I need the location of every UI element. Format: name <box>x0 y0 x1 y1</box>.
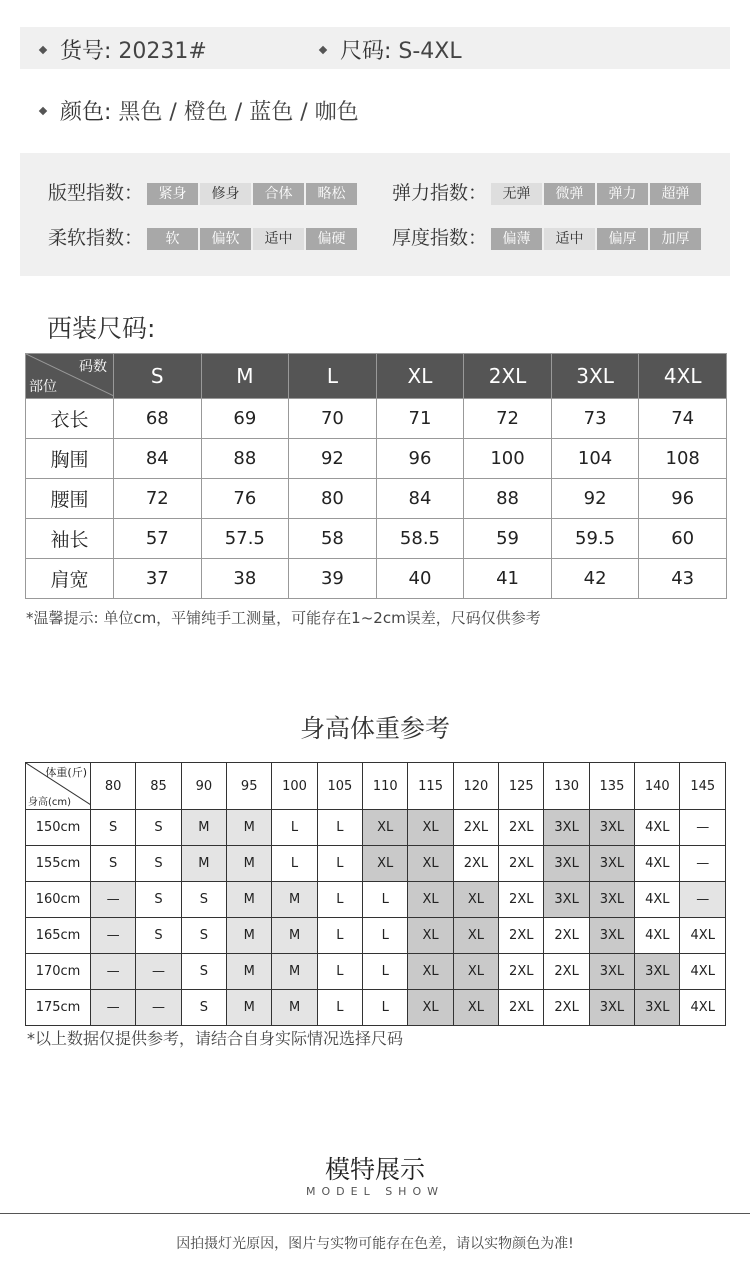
size-cell: S <box>136 918 181 954</box>
size-cell: S <box>181 990 226 1026</box>
index-option: 偏厚 <box>597 228 648 250</box>
weight-header: 130 <box>544 763 589 810</box>
size-cell: — <box>91 990 136 1026</box>
size-cell: M <box>181 846 226 882</box>
size-cell: 3XL <box>635 990 680 1026</box>
size-cell: — <box>680 810 726 846</box>
table-cell: 41 <box>464 559 552 599</box>
size-cell: M <box>227 918 272 954</box>
corner-label-part: 部位 <box>29 379 57 395</box>
height-label: 175cm <box>26 990 91 1026</box>
size-cell: — <box>91 918 136 954</box>
weight-header: 125 <box>499 763 544 810</box>
weight-header: 145 <box>680 763 726 810</box>
table-cell: 72 <box>464 399 552 439</box>
size-cell: XL <box>453 990 498 1026</box>
index-option-selected: 适中 <box>544 228 595 250</box>
row-label: 衣长 <box>26 399 114 439</box>
size-cell: 2XL <box>499 810 544 846</box>
table-row <box>26 519 727 559</box>
weight-header: 85 <box>136 763 181 810</box>
weight-header: 95 <box>227 763 272 810</box>
size-cell: 3XL <box>635 954 680 990</box>
size-cell: — <box>136 990 181 1026</box>
row-label: 腰围 <box>26 479 114 519</box>
weight-header: 135 <box>589 763 634 810</box>
size-cell: L <box>317 810 362 846</box>
bullet-icon <box>39 46 47 54</box>
weight-header: 120 <box>453 763 498 810</box>
row-label: 袖长 <box>26 519 114 559</box>
size-cell: 2XL <box>544 990 589 1026</box>
size-cell: 4XL <box>635 918 680 954</box>
height-weight-table <box>25 762 726 1026</box>
measurement-note: *温馨提示: 单位cm，平铺纯手工测量，可能存在1~2cm误差，尺码仅供参考 <box>26 609 541 627</box>
size-cell: 3XL <box>589 846 634 882</box>
size-cell: 2XL <box>544 918 589 954</box>
table-row <box>26 399 727 439</box>
elastic-index-options <box>491 183 701 205</box>
size-cell: L <box>317 918 362 954</box>
elastic-index: 弹力指数： 无弹 微弹 弹力 超弹 <box>392 178 701 205</box>
index-option: 偏软 <box>200 228 251 250</box>
table-cell: 104 <box>551 439 639 479</box>
table-row <box>26 990 726 1026</box>
size-cell: M <box>272 954 317 990</box>
corner-label-height: 身高(cm) <box>28 797 72 808</box>
index-option-selected: 无弹 <box>491 183 542 205</box>
weight-header: 105 <box>317 763 362 810</box>
table-corner <box>26 354 114 399</box>
size-cell: 4XL <box>635 882 680 918</box>
table-cell: 74 <box>639 399 727 439</box>
table-row <box>26 479 727 519</box>
size-cell: 3XL <box>589 810 634 846</box>
table-cell: 58 <box>289 519 377 559</box>
size-cell: 2XL <box>499 846 544 882</box>
height-label: 165cm <box>26 918 91 954</box>
size-header: M <box>201 354 289 399</box>
size-cell: — <box>136 954 181 990</box>
size-cell: — <box>91 882 136 918</box>
size-cell: M <box>227 810 272 846</box>
size-cell: XL <box>453 954 498 990</box>
size-cell: L <box>363 954 408 990</box>
size-cell: XL <box>408 990 453 1026</box>
table-cell: 57 <box>114 519 202 559</box>
index-option: 合体 <box>253 183 304 205</box>
table-cell: 80 <box>289 479 377 519</box>
table-cell: 108 <box>639 439 727 479</box>
size-cell: XL <box>408 918 453 954</box>
size-cell: 3XL <box>589 990 634 1026</box>
table-row <box>26 439 727 479</box>
size-cell: XL <box>408 954 453 990</box>
row-label: 肩宽 <box>26 559 114 599</box>
size-header: XL <box>376 354 464 399</box>
weight-header: 140 <box>635 763 680 810</box>
size-cell: XL <box>453 882 498 918</box>
index-option: 紧身 <box>147 183 198 205</box>
size-cell: XL <box>453 918 498 954</box>
model-show-title: 模特展示 <box>324 1155 425 1184</box>
table-cell: 59 <box>464 519 552 559</box>
table-cell: 43 <box>639 559 727 599</box>
index-option: 偏薄 <box>491 228 542 250</box>
table-cell: 96 <box>639 479 727 519</box>
height-label: 160cm <box>26 882 91 918</box>
fit-index-options <box>147 183 357 205</box>
table-cell: 68 <box>114 399 202 439</box>
table-row <box>26 810 726 846</box>
table-row <box>26 559 727 599</box>
table-cell: 60 <box>639 519 727 559</box>
table-cell: 84 <box>376 479 464 519</box>
size-cell: S <box>181 882 226 918</box>
suit-size-table <box>25 353 727 599</box>
thick-index-options <box>491 228 701 250</box>
size-cell: L <box>317 990 362 1026</box>
weight-header: 80 <box>91 763 136 810</box>
size-cell: M <box>227 954 272 990</box>
size-cell: 2XL <box>453 846 498 882</box>
size-cell: — <box>91 954 136 990</box>
height-weight-title: 身高体重参考 <box>299 714 450 743</box>
size-cell: 2XL <box>499 882 544 918</box>
size-cell: 3XL <box>544 882 589 918</box>
divider <box>0 1213 750 1214</box>
table-cell: 59.5 <box>551 519 639 559</box>
model-show-subtitle: MODEL SHOW <box>306 1185 444 1198</box>
size-cell: L <box>363 918 408 954</box>
table-cell: 88 <box>464 479 552 519</box>
soft-index-options <box>147 228 357 250</box>
size-cell: S <box>181 918 226 954</box>
table-row <box>26 882 726 918</box>
table-cell: 38 <box>201 559 289 599</box>
size-cell: L <box>272 846 317 882</box>
index-option-selected: 修身 <box>200 183 251 205</box>
table-corner <box>26 763 91 810</box>
size-cell: 4XL <box>635 846 680 882</box>
table-cell: 96 <box>376 439 464 479</box>
index-option: 软 <box>147 228 198 250</box>
size-cell: M <box>227 990 272 1026</box>
size-cell: L <box>317 846 362 882</box>
index-option: 加厚 <box>650 228 701 250</box>
table-cell: 73 <box>551 399 639 439</box>
table-cell: 71 <box>376 399 464 439</box>
size-cell: L <box>317 882 362 918</box>
reference-note: *以上数据仅提供参考，请结合自身实际情况选择尺码 <box>27 1029 404 1048</box>
size-cell: S <box>91 846 136 882</box>
size-cell: M <box>272 918 317 954</box>
size-cell: L <box>317 954 362 990</box>
thick-index: 厚度指数： 偏薄 适中 偏厚 加厚 <box>392 223 701 250</box>
table-cell: 42 <box>551 559 639 599</box>
size-cell: 2XL <box>499 954 544 990</box>
size-cell: 2XL <box>544 954 589 990</box>
height-label: 155cm <box>26 846 91 882</box>
color-disclaimer: 因拍摄灯光原因，图片与实物可能存在色差，请以实物颜色为准! <box>176 1236 574 1252</box>
table-cell: 37 <box>114 559 202 599</box>
table-cell: 58.5 <box>376 519 464 559</box>
size-range: 尺码: S-4XL <box>320 34 462 65</box>
size-cell: — <box>680 882 726 918</box>
size-cell: S <box>136 810 181 846</box>
size-cell: 3XL <box>589 954 634 990</box>
size-cell: L <box>363 882 408 918</box>
size-cell: 2XL <box>453 810 498 846</box>
index-option: 微弹 <box>544 183 595 205</box>
table-cell: 92 <box>289 439 377 479</box>
suit-size-title: 西装尺码: <box>47 314 156 343</box>
index-band <box>20 153 730 276</box>
size-cell: 3XL <box>589 882 634 918</box>
bullet-icon <box>39 107 47 115</box>
size-cell: XL <box>363 810 408 846</box>
table-cell: 88 <box>201 439 289 479</box>
bullet-icon <box>319 46 327 54</box>
size-cell: S <box>136 846 181 882</box>
size-header: 4XL <box>639 354 727 399</box>
size-cell: 4XL <box>680 954 726 990</box>
size-cell: S <box>91 810 136 846</box>
table-row <box>26 954 726 990</box>
size-cell: L <box>272 810 317 846</box>
size-cell: 4XL <box>635 810 680 846</box>
color-options: 颜色: 黑色 / 橙色 / 蓝色 / 咖色 <box>40 95 359 126</box>
index-option-selected: 适中 <box>253 228 304 250</box>
size-header: 3XL <box>551 354 639 399</box>
index-option: 略松 <box>306 183 357 205</box>
index-option: 弹力 <box>597 183 648 205</box>
height-label: 150cm <box>26 810 91 846</box>
table-cell: 100 <box>464 439 552 479</box>
size-cell: M <box>227 846 272 882</box>
size-cell: XL <box>363 846 408 882</box>
table-row <box>26 918 726 954</box>
table-row <box>26 846 726 882</box>
size-cell: XL <box>408 882 453 918</box>
table-cell: 69 <box>201 399 289 439</box>
corner-label-size: 码数 <box>79 359 107 375</box>
size-cell: 3XL <box>544 810 589 846</box>
table-cell: 40 <box>376 559 464 599</box>
table-cell: 39 <box>289 559 377 599</box>
weight-header: 115 <box>408 763 453 810</box>
size-cell: 3XL <box>544 846 589 882</box>
corner-label-weight: 体重(斤) <box>45 766 87 779</box>
weight-header: 90 <box>181 763 226 810</box>
fit-index: 版型指数： 紧身 修身 合体 略松 <box>48 178 357 205</box>
size-cell: — <box>680 846 726 882</box>
index-option: 偏硬 <box>306 228 357 250</box>
table-cell: 70 <box>289 399 377 439</box>
size-cell: 4XL <box>680 990 726 1026</box>
soft-index: 柔软指数： 软 偏软 适中 偏硬 <box>48 223 357 250</box>
size-cell: XL <box>408 846 453 882</box>
table-cell: 76 <box>201 479 289 519</box>
table-cell: 84 <box>114 439 202 479</box>
size-header: 2XL <box>464 354 552 399</box>
item-number: 货号: 20231# <box>40 34 207 65</box>
height-label: 170cm <box>26 954 91 990</box>
size-cell: M <box>181 810 226 846</box>
row-label: 胸围 <box>26 439 114 479</box>
size-cell: 2XL <box>499 918 544 954</box>
size-cell: L <box>363 990 408 1026</box>
size-cell: 3XL <box>589 918 634 954</box>
size-header: L <box>289 354 377 399</box>
size-cell: 4XL <box>680 918 726 954</box>
size-cell: 2XL <box>499 990 544 1026</box>
size-cell: M <box>272 882 317 918</box>
size-cell: S <box>181 954 226 990</box>
table-cell: 57.5 <box>201 519 289 559</box>
size-cell: M <box>227 882 272 918</box>
size-cell: M <box>272 990 317 1026</box>
weight-header: 100 <box>272 763 317 810</box>
index-option: 超弹 <box>650 183 701 205</box>
weight-header: 110 <box>363 763 408 810</box>
size-cell: S <box>136 882 181 918</box>
size-cell: XL <box>408 810 453 846</box>
table-cell: 72 <box>114 479 202 519</box>
size-header: S <box>114 354 202 399</box>
table-cell: 92 <box>551 479 639 519</box>
